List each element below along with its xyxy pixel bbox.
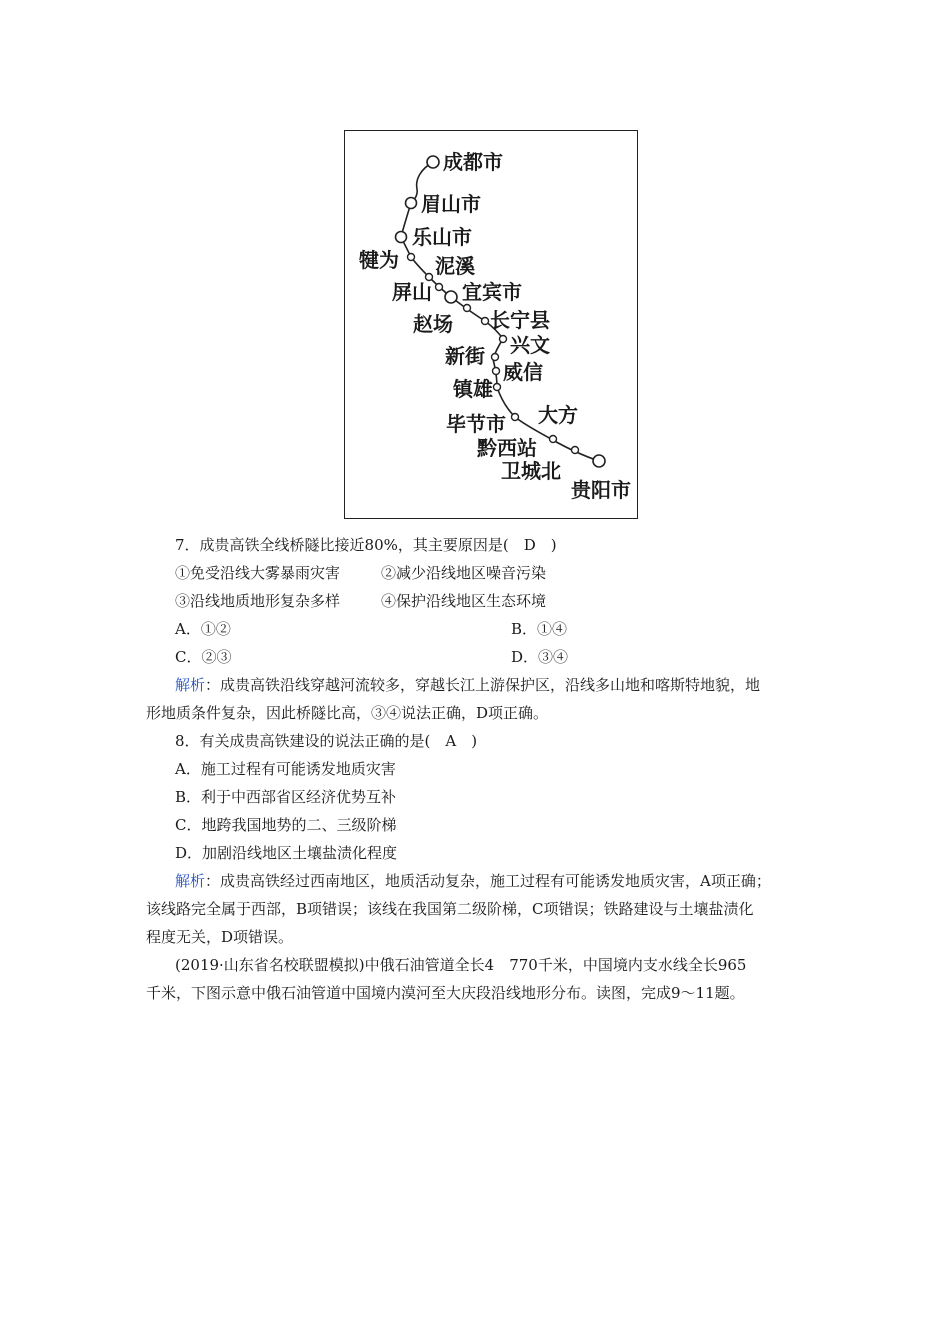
intro-line-1: (2019·山东省名校联盟模拟)中俄石油管道全长4 770千米，中国境内支水线全长965 — [175, 956, 747, 974]
station-marker-meishan — [406, 198, 417, 209]
q7-option-b: B．①④ — [511, 620, 568, 638]
q8-stem: 8．有关成贵高铁建设的说法正确的是( A ) — [175, 732, 478, 750]
station-label: 贵阳市 — [571, 478, 631, 502]
station-label: 乐山市 — [412, 225, 472, 249]
station-marker-yibin — [445, 291, 457, 303]
q8-option-a: A．施工过程有可能诱发地质灾害 — [175, 760, 396, 778]
station-label: 威信 — [503, 360, 543, 384]
station-marker-pingshan — [436, 284, 443, 291]
station-label: 大方 — [538, 403, 578, 427]
station-label: 长宁县 — [490, 308, 550, 332]
station-label: 赵场 — [413, 312, 453, 336]
q7-analysis-line-2: 形地质条件复杂，因此桥隧比高，③④说法正确，D项正确。 — [146, 704, 549, 722]
q7-statement-4: ④保护沿线地区生态环境 — [381, 592, 547, 610]
q7-option-a: A．①② — [175, 620, 231, 638]
analysis-text: ：成贵高铁经过西南地区，地质活动复杂，施工过程有可能诱发地质灾害，A项正确； — [205, 872, 771, 890]
station-marker-weichengbei — [572, 447, 579, 454]
station-marker-xinjie — [492, 354, 499, 361]
q7-option-c: C．②③ — [175, 648, 232, 666]
station-label: 新街 — [445, 344, 485, 368]
q8-option-d: D．加剧沿线地区土壤盐渍化程度 — [175, 844, 398, 862]
q8-option-c: C．地跨我国地势的二、三级阶梯 — [175, 816, 397, 834]
station-marker-leshan — [396, 232, 407, 243]
station-label: 卫城北 — [501, 459, 561, 483]
station-label: 兴文 — [510, 333, 550, 357]
station-marker-xingwen — [500, 336, 507, 343]
station-label: 眉山市 — [421, 192, 481, 216]
station-marker-weixin — [493, 368, 500, 375]
station-marker-dafang — [512, 414, 519, 421]
q7-analysis-line-1 — [175, 675, 760, 695]
station-label: 毕节市 — [446, 412, 506, 436]
analysis-label: 解析 — [175, 872, 206, 890]
station-marker-changning — [482, 318, 489, 325]
q8-analysis-line-3: 程度无关，D项错误。 — [146, 928, 294, 946]
q8-analysis-line-1 — [175, 871, 771, 891]
railway-map-svg — [345, 131, 639, 520]
station-marker-qianxi — [550, 436, 557, 443]
station-label: 犍为 — [359, 248, 399, 272]
q7-statement-2: ②减少沿线地区噪音污染 — [381, 564, 547, 582]
analysis-text: ：成贵高铁沿线穿越河流较多，穿越长江上游保护区，沿线多山地和喀斯特地貌，地 — [205, 676, 761, 694]
station-label: 成都市 — [443, 150, 503, 174]
q8-option-b: B．利于中西部省区经济优势互补 — [175, 788, 397, 806]
q7-option-d: D．③④ — [511, 648, 569, 666]
station-marker-zhaochang — [464, 305, 471, 312]
station-marker-guiyang — [593, 455, 605, 467]
station-label: 黔西站 — [477, 436, 537, 460]
q7-stem: 7．成贵高铁全线桥隧比接近80%，其主要原因是( D ) — [175, 536, 557, 554]
station-marker-chengdu — [427, 156, 439, 168]
q8-analysis-line-2: 该线路完全属于西部，B项错误；该线在我国第二级阶梯，C项错误；铁路建设与土壤盐渍化 — [146, 900, 754, 918]
station-label: 镇雄 — [453, 377, 493, 401]
q7-statement-3: ③沿线地质地形复杂多样 — [175, 592, 341, 610]
station-label: 泥溪 — [435, 254, 475, 278]
station-label: 宜宾市 — [462, 280, 522, 304]
railway-map — [344, 130, 638, 519]
analysis-label: 解析 — [175, 676, 206, 694]
station-label: 屏山 — [392, 280, 432, 304]
intro-line-2: 千米，下图示意中俄石油管道中国境内漠河至大庆段沿线地形分布。读图，完成9～11题。 — [146, 984, 745, 1002]
station-marker-qianwei — [408, 254, 415, 261]
q7-statement-1: ①免受沿线大雾暴雨灾害 — [175, 564, 341, 582]
station-labels — [359, 150, 631, 502]
station-marker-zhenxiong — [494, 384, 501, 391]
